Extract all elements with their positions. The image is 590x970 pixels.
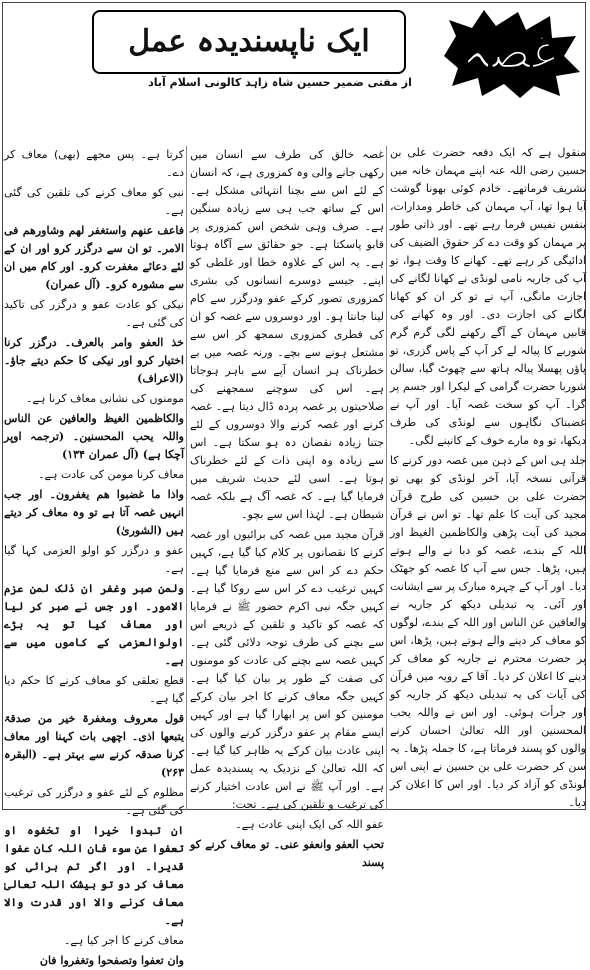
article-body	[4, 146, 586, 967]
article-title: ایک ناپسندیدہ عمل	[128, 24, 370, 59]
column-middle	[190, 146, 384, 869]
subheading: عفو و درگزر کو اولو العزمی کہا گیا ہے۔	[4, 544, 184, 575]
subheading: مظلوم کے لئے عفو و درگزر کی ترغیب کی گئی ہے۔	[4, 786, 184, 817]
logo-text: غصہ	[461, 24, 557, 80]
subheading: مومنوں کی نشانی معاف کرنا ہے۔	[26, 392, 184, 405]
paragraph: غصہ خالق کی طرف سے انسان میں رکھی جانے والی وہ کمزوری ہے، کہ انسان کے لئے اس سے بچنا انتہائی مشکل ہے۔ اس کے ساتھ جب ہی سے زیادہ سنگین ہے۔ صرف وہی شخص اس کمزوری پر قابو پاسکتا ہے۔ جو حقائق سے آگاہ ہوتا ہے۔ یہ اس کے علاوہ خطا اور غلطی کو اپنے۔ جیسے دوسرے انسانوں کی بشری کمزوری تصور کرکے عفو ودرگزر سے کام لینا جانتا ہو۔ اور دوسروں سے غصہ کو ان کی فطری کمزوری سمجھ کر اس سے مشتعل ہونے سے بچے۔ ورنہ غصہ میں بے خطرناک ہر انسان آپے سے باہر ہوجاتا ہے۔ اس کی سوچنے سمجھنے کی صلاحیتوں پر غصہ پردہ ڈال دیتا ہے۔ غصہ کرنے اور غصہ کرنے والا دوسروں کے لئے جتنا زیادہ نقصان دہ ہو سکتا ہے۔ اس سے زیادہ وہ اپنی ذات کے لئے خطرناک ہوتا ہے۔ اسی لئے حدیث شریف میں فرمایا گیا ہے۔ کہ غصہ آگ ہے بلکہ غصہ شیطان ہے۔ لہٰذا اس سے بچو۔	[190, 148, 384, 521]
paragraph: عفو اللہ کی ایک اپنی عادت ہے۔	[235, 818, 384, 831]
column-divider	[186, 146, 187, 810]
quran-verse: خذ العفو وامر بالعرف۔ درگزر کرنا اختیار کرو اور نیکی کا حکم دیتے جاؤ۔ (الاعراف)	[4, 336, 184, 385]
title-box	[92, 10, 406, 74]
column-right	[390, 144, 586, 808]
paragraph: جلد ہی اس کے ذہن میں غصہ دور کرنے کا قرآنی نسخہ آیا، آخر لونڈی کو بھی تو حضرت علی بن حسین کی طرح قرآن مجید کی آیت کا علم تھا۔ تو اس نے قرآن مجید کی آیت پڑھی والکاظمین الغیظ اور اللہ کے بندے، غصہ کو دبا نے والے ہوتے ہیں، پڑھا۔ جس سے آپ کا غصہ کو جھٹک دیا۔ اور آپ کے چہرہ مبارک پر سے ایشانت اور آئی۔ یہ تبدیلی دیکھ کر جاریہ نے والعافین عن الناس اور اللہ کے بندے، لوگوں کو معاف کر دینے والے ہوتے ہیں، پڑھا، اس پر حضرت محترم نے جاریہ کو معاف کر دینے کا اعلان کر دیا۔ آقا کے رویہ میں قرآن کی آیات کی یہ تبدیلی دیکھ کر جاریہ کو اور جرأت ہوئی۔ اور اس نے واللہ یحب المحسنین اور اللہ تعالیٰ احسان کرنے والوں کو پسند فرماتا ہے، کا جملہ پڑھا۔ یہ سن کر حضرت علی بن حسین نے اپنی اس لونڈی کو آزاد کر دیا۔ اور اس کا اعلان کر دیا۔	[390, 454, 586, 809]
quran-verse: ان تبدوا خیرا او تخفوہ او تعفوا عن سوء فان اللہ کان عفوا قدیرا۔ اور اگر تم برائی کو معاف کر دو تو بیشک اللہ تعالیٰ معاف کرنے والا اور قدرت والا ہے۔	[4, 824, 184, 927]
subheading: معاف کرنا مومن کی عادت ہے۔	[38, 468, 184, 481]
subheading: قطع تعلقی کو معاف کرنے کا حکم دیا گیا ہے۔	[4, 674, 184, 705]
article-header	[0, 0, 590, 108]
subheading: نیکی کو عادت عفو و درگزر کی تاکید کی گئی ہے۔	[4, 298, 184, 329]
paragraph: تحب العفو وانعفو عنی۔ تو معاف کرنے کو پسند	[190, 838, 384, 869]
subheading: نبی کو معاف کرنے کی تلقین کی گئی ہے۔	[4, 186, 184, 217]
column-left	[4, 146, 184, 967]
section-logo	[434, 6, 584, 98]
author-byline: از مفتی ضمیر حسین شاہ زاہد کالونی اسلام آباد	[148, 76, 412, 89]
quran-verse: وان تعفوا وتصفحوا وتغفروا فان	[39, 954, 184, 967]
paragraph: قرآن مجید میں غصہ کی برائیوں اور غصہ کرنے کا نقصانوں پر کلام کیا گیا ہے، کہیں حکم دے کر اس سے منع فرمایا گیا ہے۔ کہیں ترغیب دے کر اس سے روکا گیا ہے۔ کہیں جگہ نبی اکرم حضور ﷺ نے فرمایا کہ غصہ کو تاکید و تلقین کے ذریعے اس سے بچنے کی طرف توجہ دلائی گئی ہے۔ کہیں غصہ سے بچنے کی عادت کو مومنوں کی صفت کے طور پر بیان کیا گیا ہے۔ کہیں جگہ معاف کرنے کا اجر بیان کرکے مومنین کو اس پر ابھارا گیا ہے اور کہیں ایسے مقام پر عفو درگزر کرنے والوں کی اپنی عادت بیان کرکے یہ ظاہر کیا گیا ہے۔ کہ اللہ تعالیٰ کے نزدیک یہ پسندیدہ عمل ہے۔ اور آپ ﷺ نے اس عادت اختیار کرنے کی ترغیب و تلقین کی ہے۔ تحت:	[190, 528, 384, 811]
quran-verse: قول معروف ومغفرۃ خیر من صدقۃ یتبعھا اذی۔ اچھی بات کہنا اور معاف کرنا صدقہ کرنے سے بہتر ہے۔ (البقرہ ۲۶۳)	[4, 712, 184, 779]
quran-verse: ولمن صبر وغفر ان ذلک لمن عزم الامور۔ اور جس نے صبر کر لیا اور معاف کیا تو یہ بڑے اولوالعزمی کے کاموں میں سے ہے۔	[4, 582, 184, 667]
paragraph: کرتا ہے۔ پس مجھے (بھی) معاف کر دے۔	[4, 148, 184, 179]
quran-verse: واذا ما غضبوا ھم یغفرون۔ اور جب انہیں غصہ آتا ہے تو وہ معاف کر دیتے ہیں (الشوریٰ)	[4, 488, 184, 537]
quran-verse: فاعف عنھم واستغفر لھم وشاورھم فی الامر۔ تو ان سے درگزر کرو اور ان کے لئے دعائے مغفرت کرو۔ اور کام میں ان سے مشورہ کرو۔ (آل عمران)	[4, 224, 184, 291]
quran-verse: والکاظمین الغیظ والعافین عن الناس واللہ یحب المحسنین۔ (ترجمہ اوپر آچکا ہے) (آل عمران ۱۳۴)	[4, 412, 184, 461]
paragraph: منقول ہے کہ ایک دفعہ حضرت علی بن حسین رضی اللہ عنہ اپنے مہمان خانہ میں تشریف فرماتھے۔ خادم کوئی بھونا گوشت آیا ہوا تھا، آپ مہمان کی خاطر ومدارات، بنفس نفیس فرما رہے تھے۔ اور ذاتی طور پر مہمان کو وقت دے کر حقوق الضیف کی ادائیگی کر رہے تھے۔ کھانے کا وقت ہوا، تو آپ کی جاریہ نامی لونڈی نے کھانا لگانے کی اجازت مانگی، آپ نے تو کر ان کو کھانا لگانے کی اجازت دی۔ اور وہ کھانے کی قابیں مہمان کے آگے رکھنے لگی گرم گرم شوربے کا پیالہ لے کر آپ کے پاس گزری، تو پاؤں پھسلا پیالہ ہاتھ سے چھوٹ گیا، سالن شوربا حضرت گرامی کے لیکرا اور جسم پر گرا۔ آپ کو سخت غصہ آیا۔ اور آپ نے غضبناک نگاہوں سے لونڈی کی طرف دیکھا، تو وہ مارے خوف کے کانپنے لگی۔	[390, 146, 586, 447]
column-divider	[386, 146, 387, 810]
subheading: معاف کرنے کا اجر کیا ہے۔	[63, 934, 184, 947]
